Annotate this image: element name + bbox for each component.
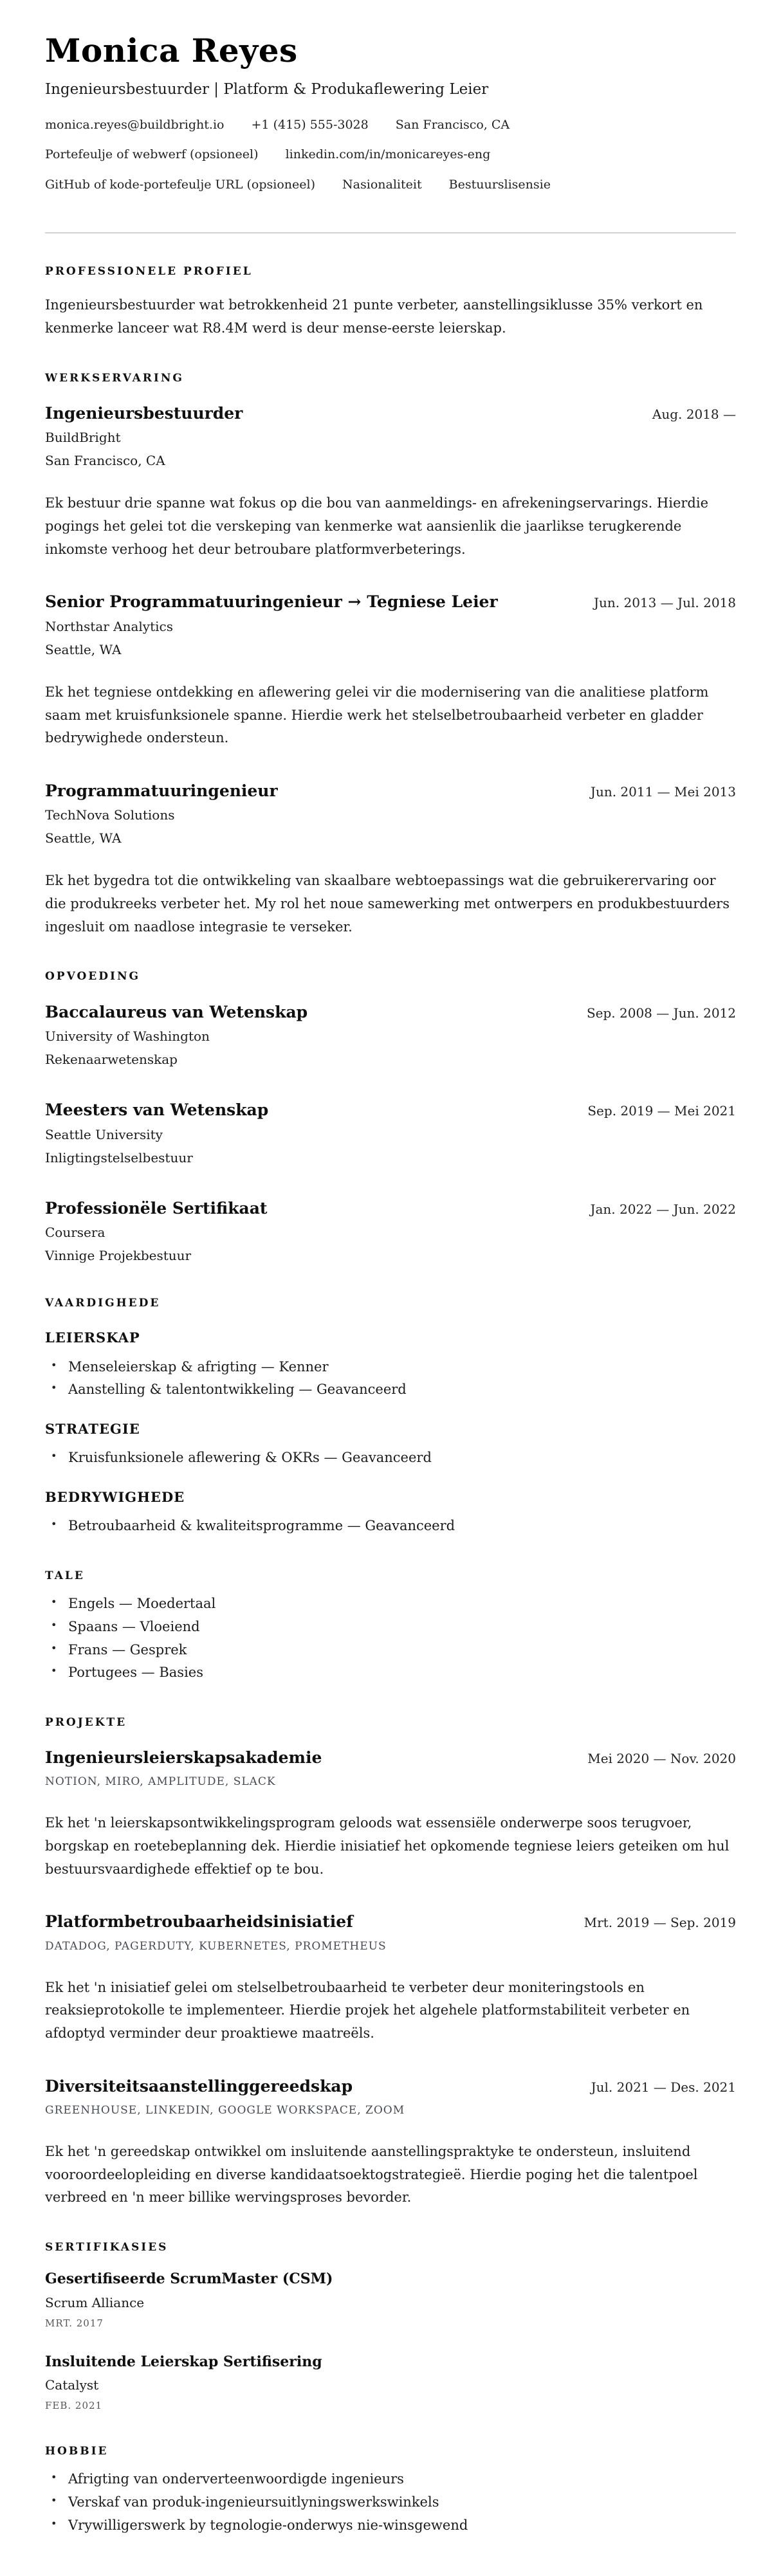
certification-date: MRT. 2017: [45, 2317, 104, 2329]
education-entry: [45, 1002, 736, 1070]
job-dates: Jun. 2011 — Mei 2013: [590, 783, 736, 799]
profile-heading: PROFESSIONELE PROFIEL: [45, 265, 253, 279]
project-description: Ek het 'n gereedskap ontwikkel om insluitende aanstellingspraktyke te ondersteun, insluitend vooroordeelopleiding en diverse kandidaatsoektogstrategieë. Hierdie poging het die talentpoel verbreed en 'n meer billike wervingsproses bevorder.: [45, 2144, 698, 2206]
contact-drivers-license: Bestuurslisensie: [448, 177, 551, 192]
education-entry-head: [45, 1198, 736, 1219]
job-entry: [45, 781, 736, 939]
school-name: Coursera: [45, 1225, 106, 1241]
project-description: Ek het 'n leierskapsontwikkelingsprogram geloods wat essensiële onderwerpe soos terugvoer, borgskap en roetebeplanning dek. Hierdie inisiatief het opkomende tegniese leiers geteiken om hul bestuursvaardighede effektief op te bou.: [45, 1815, 730, 1877]
contact-github: GitHub of kode-portefeulje URL (opsioneel): [45, 177, 315, 192]
skills-heading: VAARDIGHEDE: [45, 1297, 161, 1310]
skill-group-title: BEDRYWIGHEDE: [45, 1488, 185, 1505]
field-of-study: Rekenaarwetenskap: [45, 1052, 178, 1068]
education-heading: OPVOEDING: [45, 970, 141, 983]
job-company: Northstar Analytics: [45, 618, 174, 634]
certification-entry: [45, 2270, 736, 2330]
contact-nationality: Nasionaliteit: [342, 177, 422, 192]
skill-group-title: LEIERSKAP: [45, 1329, 140, 1346]
certification-date: FEB. 2021: [45, 2400, 103, 2412]
job-entry: [45, 403, 736, 562]
project-title: Diversiteitsaanstellinggereedskap: [45, 2076, 353, 2096]
certification-title: Insluitende Leierskap Sertifisering: [45, 2353, 322, 2370]
candidate-name: Monica Reyes: [45, 32, 298, 69]
section-education: [45, 969, 736, 1265]
field-of-study: Vinnige Projekbestuur: [45, 1248, 192, 1264]
school-name: University of Washington: [45, 1028, 210, 1045]
project-tools: GREENHOUSE, LINKEDIN, GOOGLE WORKSPACE, ZOOM: [45, 2104, 405, 2117]
header-divider: [45, 232, 736, 233]
contact-linkedin: linkedin.com/in/monicareyes-eng: [285, 147, 491, 162]
hobby-list: [45, 2468, 736, 2537]
skill-list: [45, 1515, 736, 1538]
certification-entry: [45, 2353, 736, 2413]
languages-heading: TALE: [45, 1569, 85, 1583]
projects-heading: PROJEKTE: [45, 1715, 127, 1729]
section-languages: [45, 1569, 736, 1685]
job-description: Ek het bygedra tot die ontwikkeling van skaalbare webtoepassings wat die gebruikerervaring oor die produkreeks verbeter het. My rol het noue samewerking met ontwerpers en produkbestuurders ingesluit om naadlose integrasie te verseker.: [45, 873, 730, 935]
job-entry-head: [45, 403, 736, 425]
hobby-item: • Verskaf van produk-ingenieursuitlyningswerkswinkels: [45, 2491, 736, 2514]
job-company: TechNova Solutions: [45, 807, 175, 823]
certification-org: Catalyst: [45, 2377, 99, 2393]
project-tools: NOTION, MIRO, AMPLITUDE, SLACK: [45, 1775, 276, 1789]
section-hobbies: [45, 2444, 736, 2537]
project-entry: [45, 1748, 736, 1881]
education-entry: [45, 1100, 736, 1167]
job-title: Programmatuuringenieur: [45, 781, 278, 800]
skill-item: • Aanstelling & talentontwikkeling — Geavanceerd: [45, 1378, 736, 1402]
contact-email: monica.reyes@buildbright.io: [45, 117, 225, 132]
hobby-item: • Afrigting van onderverteenwoordigde ingenieurs: [45, 2468, 736, 2491]
degree-title: Professionële Sertifikaat: [45, 1198, 268, 1218]
project-description: Ek het 'n inisiatief gelei om stelselbetroubaarheid te verbeter deur moniteringstools en reaksieprotokolle te implementeer. Hierdie projek het algehele platformstabiliteit verbeter en afdoptyd verminder deur proaktiewe maatreëls.: [45, 1979, 690, 2042]
education-entry-head: [45, 1100, 736, 1121]
contact-block: [45, 116, 736, 194]
skill-item: • Menseleierskap & afrigting — Kenner: [45, 1356, 736, 1379]
language-list: [45, 1593, 736, 1685]
project-dates: Mrt. 2019 — Sep. 2019: [584, 1915, 736, 1931]
project-dates: Mei 2020 — Nov. 2020: [587, 1750, 736, 1766]
job-title: Senior Programmatuuringenieur → Tegniese Leier: [45, 592, 498, 612]
hobbies-heading: HOBBIE: [45, 2445, 109, 2458]
education-dates: Sep. 2019 — Mei 2021: [587, 1103, 736, 1119]
job-dates: Jun. 2013 — Jul. 2018: [593, 595, 736, 611]
certifications-heading: SERTIFIKASIES: [45, 2241, 169, 2254]
language-item: • Frans — Gesprek: [45, 1639, 736, 1662]
section-profile: [45, 264, 736, 340]
job-entry-head: [45, 781, 736, 802]
section-projects: [45, 1715, 736, 2209]
degree-title: Baccalaureus van Wetenskap: [45, 1002, 308, 1021]
language-item: • Portugees — Basies: [45, 1661, 736, 1685]
skill-list: [45, 1447, 736, 1470]
project-title: Ingenieursleierskapsakademie: [45, 1748, 322, 1767]
project-entry-head: [45, 1748, 736, 1769]
contact-row: [45, 146, 736, 164]
project-entry-head: [45, 2076, 736, 2097]
contact-row: [45, 176, 736, 194]
project-entry-head: [45, 1912, 736, 1933]
project-tools: DATADOG, PAGERDUTY, KUBERNETES, PROMETHEUS: [45, 1939, 387, 1953]
education-entry: [45, 1198, 736, 1266]
education-dates: Jan. 2022 — Jun. 2022: [590, 1201, 736, 1217]
project-title: Platformbetroubaarheidsinisiatief: [45, 1912, 353, 1932]
contact-row: [45, 116, 736, 134]
resume-header: [45, 32, 736, 194]
candidate-headline: Ingenieursbestuurder | Platform & Produkaflewering Leier: [45, 80, 489, 98]
job-dates: Aug. 2018 —: [652, 406, 736, 422]
education-entry-head: [45, 1002, 736, 1023]
section-skills: [45, 1296, 736, 1538]
job-title: Ingenieursbestuurder: [45, 403, 243, 423]
contact-location: San Francisco, CA: [395, 117, 510, 132]
job-entry: [45, 592, 736, 750]
field-of-study: Inligtingstelselbestuur: [45, 1149, 193, 1165]
section-experience: [45, 371, 736, 939]
school-name: Seattle University: [45, 1126, 163, 1142]
hobby-item: • Vrywilligerswerk by tegnologie-onderwys nie-winsgewend: [45, 2514, 736, 2537]
language-item: • Spaans — Vloeiend: [45, 1616, 736, 1639]
skill-group-title: STRATEGIE: [45, 1420, 140, 1437]
job-location: San Francisco, CA: [45, 453, 165, 469]
job-description: Ek het tegniese ontdekking en aflewering gelei vir die modernisering van die analitiese platform saam met kruisfunksionele spanne. Hierdie werk het stelselbetroubaarheid verbeter en gladder bedrywighede ondersteun.: [45, 684, 709, 746]
job-location: Seattle, WA: [45, 641, 122, 657]
contact-portfolio: Portefeulje of webwerf (opsioneel): [45, 147, 259, 162]
contact-phone: +1 (415) 555-3028: [251, 117, 369, 132]
section-certifications: [45, 2240, 736, 2413]
skill-item: • Kruisfunksionele aflewering & OKRs — Geavanceerd: [45, 1447, 736, 1470]
project-entry: [45, 1912, 736, 2045]
language-item: • Engels — Moedertaal: [45, 1593, 736, 1616]
skill-item: • Betroubaarheid & kwaliteitsprogramme — Geavanceerd: [45, 1515, 736, 1538]
education-dates: Sep. 2008 — Jun. 2012: [586, 1005, 736, 1021]
degree-title: Meesters van Wetenskap: [45, 1101, 269, 1120]
project-entry: [45, 2076, 736, 2209]
skill-list: [45, 1356, 736, 1402]
certification-title: Gesertifiseerde ScrumMaster (CSM): [45, 2270, 333, 2288]
project-dates: Jul. 2021 — Des. 2021: [591, 2079, 736, 2095]
certification-org: Scrum Alliance: [45, 2294, 145, 2310]
profile-summary: Ingenieursbestuurder wat betrokkenheid 21 punte verbeter, aanstellingsiklusse 35% verkort en kenmerke lanceer wat R8.4M werd is deur mense-eerste leierskap.: [45, 297, 703, 336]
job-description: Ek bestuur drie spanne wat fokus op die bou van aanmeldings- en afrekeningservarings. Hierdie pogings het gelei tot die verskeping van kenmerke wat aansienlik die jaarlikse terugkerende inkomste verhoog het deur betroubare platformverbeterings.: [45, 495, 708, 557]
job-location: Seattle, WA: [45, 830, 122, 846]
experience-heading: WERKSERVARING: [45, 371, 184, 385]
job-entry-head: [45, 592, 736, 613]
job-company: BuildBright: [45, 430, 121, 446]
